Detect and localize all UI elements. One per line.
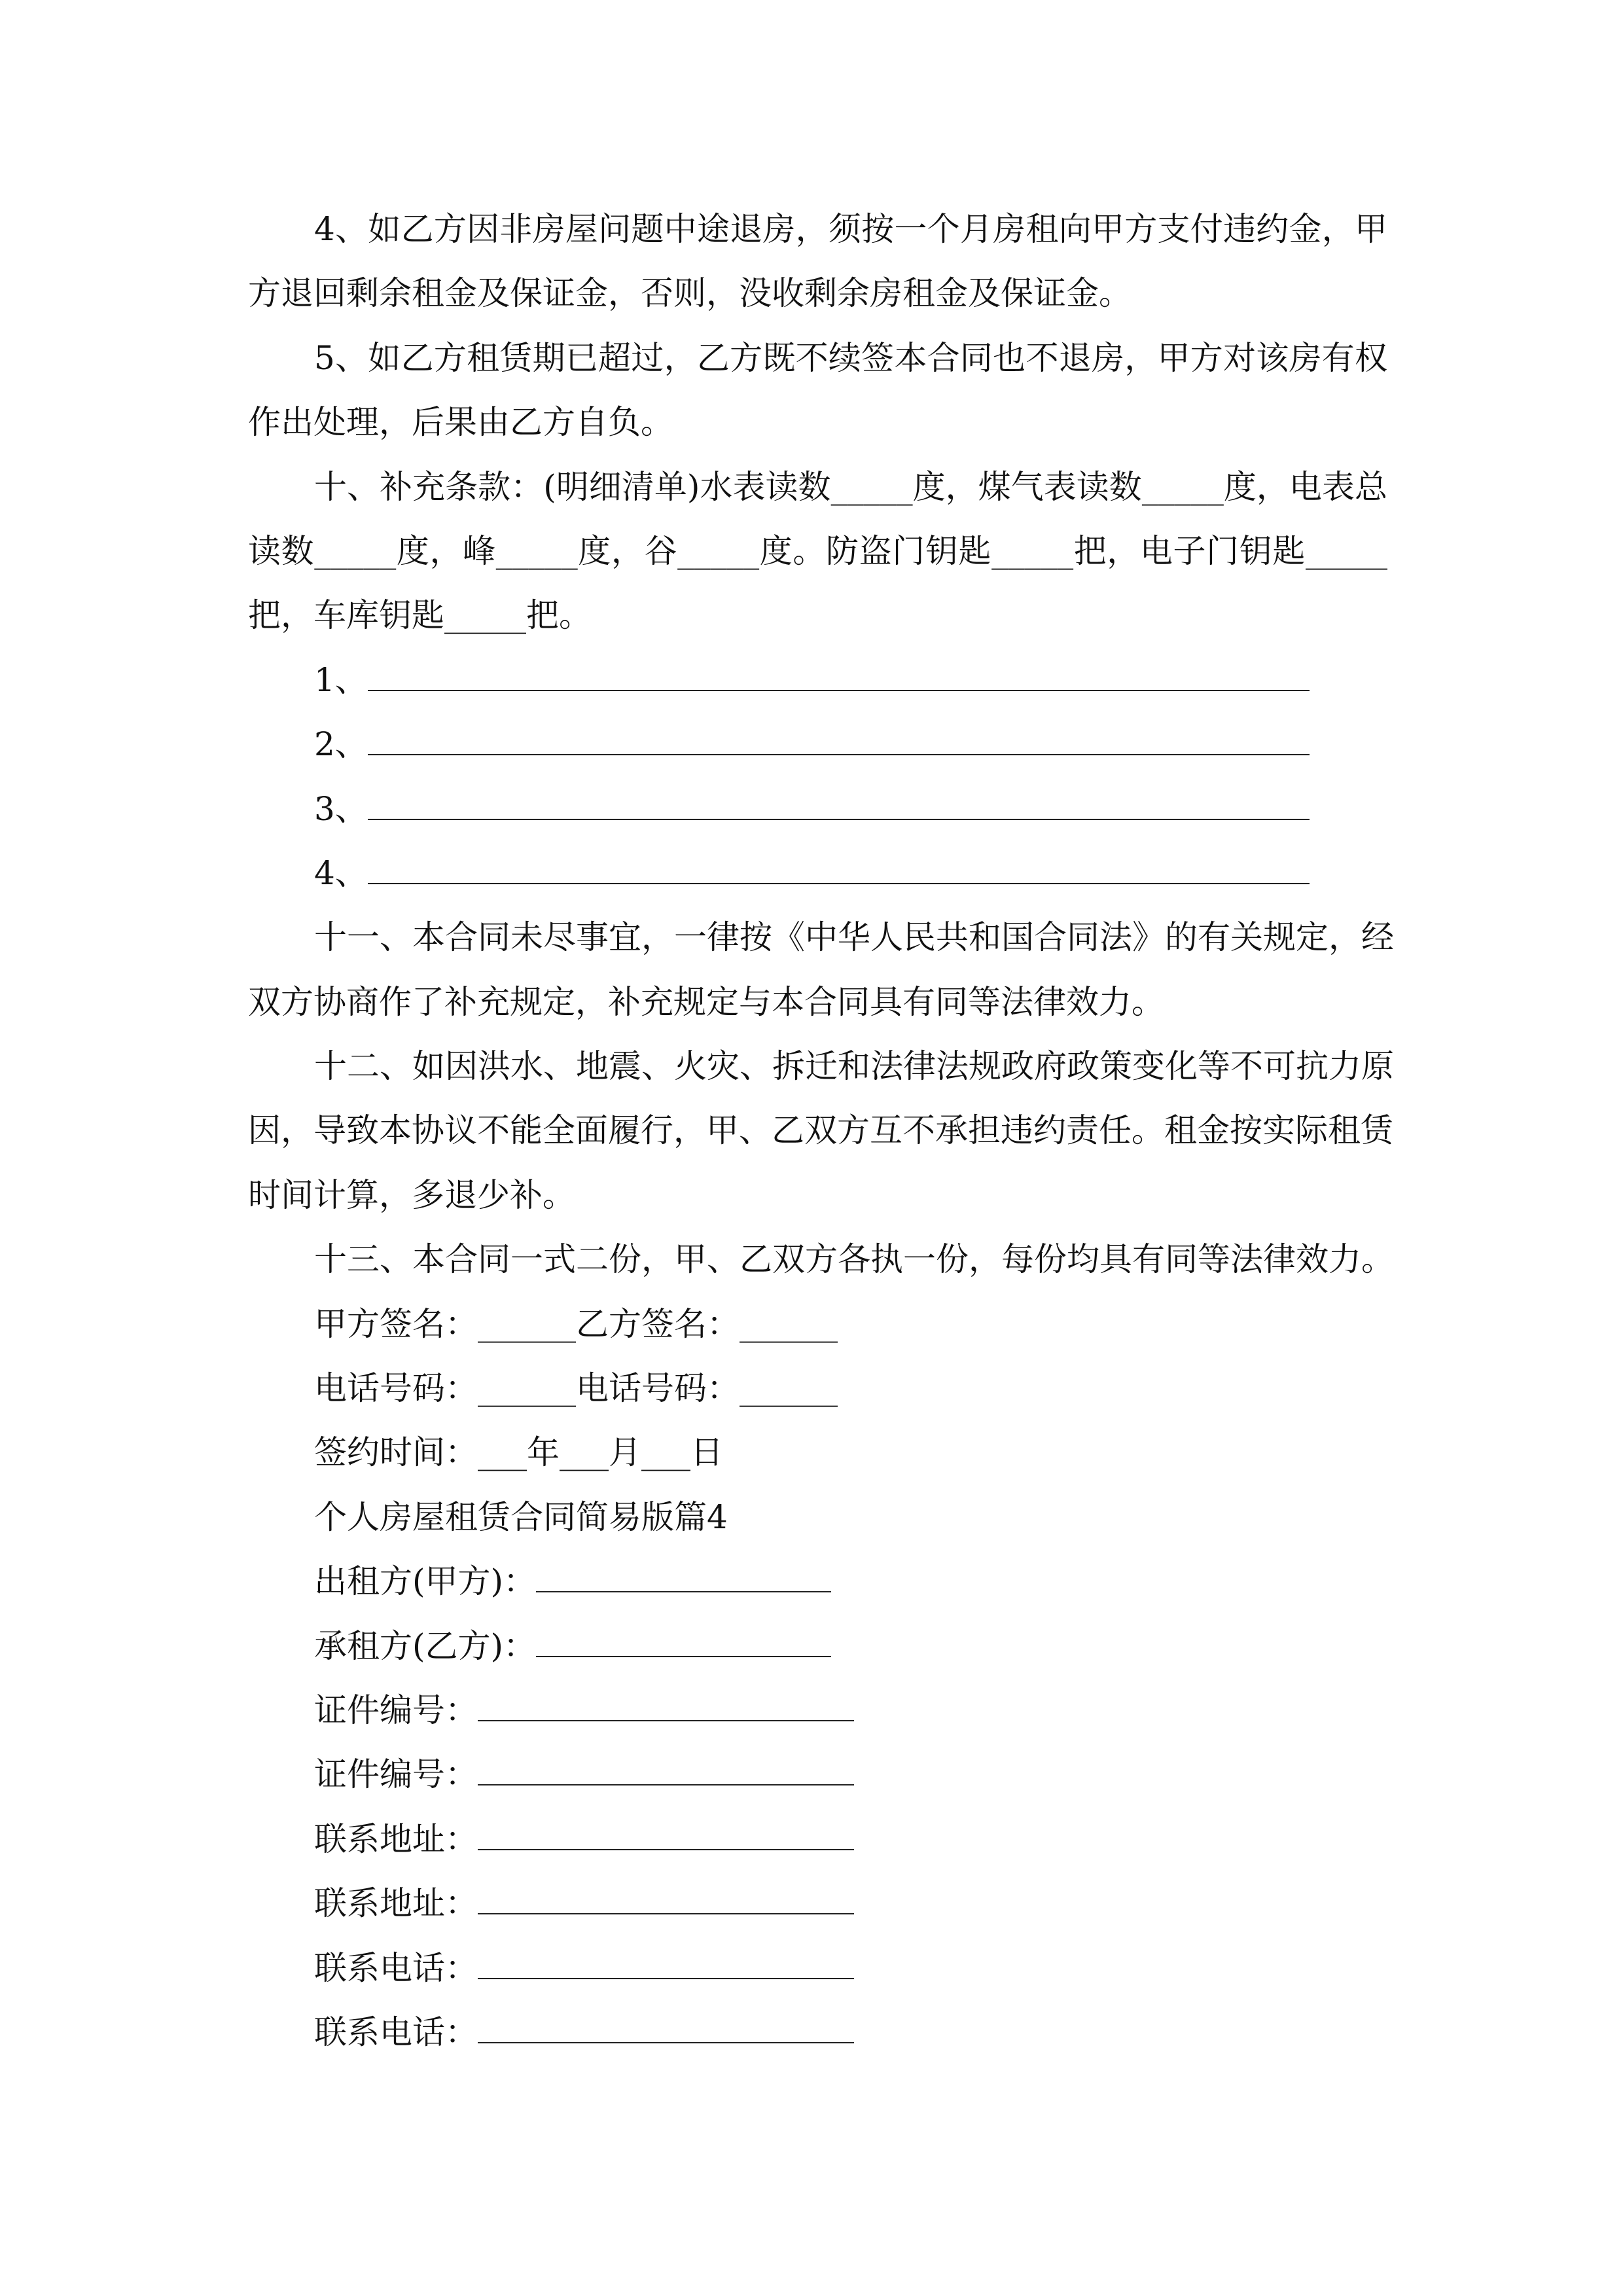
form-field (248, 2000, 1387, 2064)
form-field (248, 1678, 1387, 1742)
numbered-blank-line (248, 712, 1387, 776)
text-line: 因，导致本协议不能全面履行，甲、乙双方互不承担违约责任。租金按实际租赁 (248, 1111, 1393, 1150)
text-line: 双方协商作了补充规定，补充规定与本合同具有同等法律效力。 (248, 982, 1164, 1021)
text-line: 时间计算，多退少补。 (248, 1175, 575, 1214)
blank-fill-line[interactable] (368, 690, 1310, 691)
field-label: 证件编号： (314, 1755, 478, 1794)
field-label: 联系电话： (314, 1948, 478, 1987)
field-label: 联系电话： (314, 2013, 478, 2051)
text-line: 甲方签名：______乙方签名：______ (314, 1304, 838, 1343)
text-line: 方退回剩余租金及保证金，否则，没收剩余房租金及保证金。 (248, 274, 1132, 313)
form-field (248, 1742, 1387, 1806)
numbered-blank-line (248, 648, 1387, 712)
blank-fill-line[interactable] (368, 883, 1310, 884)
field-input-line[interactable] (478, 1913, 854, 1914)
item-number: 1、 (314, 660, 368, 699)
field-label: 证件编号： (314, 1691, 478, 1729)
form-field (248, 1871, 1387, 1935)
text-line: 电话号码：______电话号码：______ (314, 1369, 838, 1408)
text-line: 作出处理，后果由乙方自负。 (248, 403, 673, 442)
field-input-line[interactable] (478, 1720, 854, 1721)
field-input-line[interactable] (478, 1978, 854, 1979)
text-line: 十三、本合同一式二份，甲、乙双方各执一份，每份均具有同等法律效力。 (314, 1240, 1394, 1279)
field-input-line[interactable] (478, 2042, 854, 2043)
item-number: 3、 (314, 789, 368, 828)
text-line: 把，车库钥匙_____把。 (248, 596, 592, 635)
item-number: 2、 (314, 725, 368, 764)
field-label: 承租方(乙方)： (314, 1626, 537, 1665)
document-page (248, 197, 1394, 2064)
blank-fill-line[interactable] (368, 754, 1310, 755)
item-number: 4、 (314, 853, 368, 892)
blank-fill-line[interactable] (368, 819, 1310, 820)
text-line: 个人房屋租赁合同简易版篇4 (314, 1498, 728, 1536)
numbered-blank-line (248, 841, 1387, 905)
field-label: 联系地址： (314, 1884, 478, 1923)
form-field (248, 1614, 1387, 1678)
supplementary-blank-lines (248, 648, 1387, 906)
field-input-line[interactable] (478, 1784, 854, 1785)
field-input-line[interactable] (536, 1591, 831, 1592)
text-line: 十、补充条款：(明细清单)水表读数_____度，煤气表读数_____度，电表总 (314, 467, 1387, 506)
party-info-form (248, 1549, 1387, 2064)
text-line: 4、如乙方因非房屋问题中途退房，须按一个月房租向甲方支付违约金，甲 (314, 210, 1387, 248)
text-line: 十一、本合同未尽事宜，一律按《中华人民共和国合同法》的有关规定，经 (314, 918, 1394, 957)
text-line: 读数_____度，峰_____度，谷_____度。防盗门钥匙_____把，电子门钥匙_____ (248, 531, 1387, 570)
form-field (248, 1807, 1387, 1871)
field-input-line[interactable] (478, 1849, 854, 1850)
text-line: 签约时间：___年___月___日 (314, 1433, 723, 1472)
contract-clauses-9-10 (248, 197, 1387, 648)
form-field (248, 1549, 1387, 1613)
field-label: 出租方(甲方)： (314, 1562, 537, 1601)
field-label: 联系地址： (314, 1820, 478, 1858)
text-line: 5、如乙方租赁期已超过，乙方既不续签本合同也不退房，甲方对该房有权 (314, 338, 1387, 377)
contract-clauses-11-13 (248, 905, 1394, 1549)
numbered-blank-line (248, 777, 1387, 841)
text-line: 十二、如因洪水、地震、火灾、拆迁和法律法规政府政策变化等不可抗力原 (314, 1047, 1394, 1086)
form-field (248, 1936, 1387, 2000)
field-input-line[interactable] (536, 1656, 831, 1657)
